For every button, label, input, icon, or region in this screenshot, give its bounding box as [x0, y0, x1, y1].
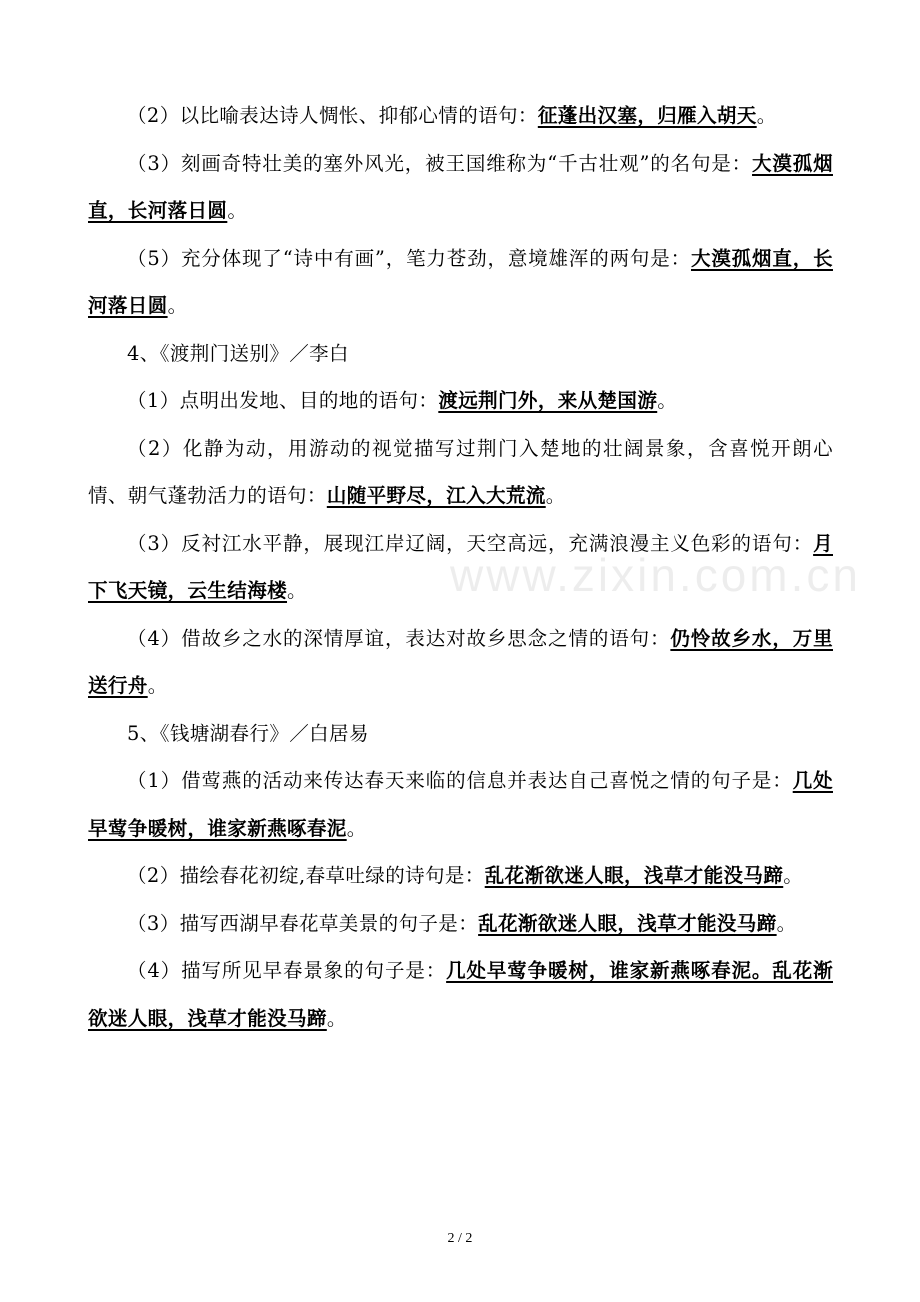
paragraph: （2）以比喻表达诗人惆怅、抑郁心情的语句：征蓬出汉塞，归雁入胡天。	[127, 104, 777, 127]
answer-text: 大漠孤烟直，长河落日圆	[88, 246, 833, 317]
document-body	[88, 92, 833, 1042]
answer-text: 月下飞天镜，云生结海楼	[88, 531, 833, 602]
paragraph: （1）点明出发地、目的地的语句：渡远荆门外，来从楚国游。	[127, 389, 678, 412]
paragraph: （4）借故乡之水的深情厚谊，表达对故乡思念之情的语句：仍怜故乡水，万里送行舟。	[88, 626, 833, 697]
paragraph: （5）充分体现了“诗中有画”，笔力苍劲，意境雄浑的两句是：大漠孤烟直，长河落日圆。	[88, 246, 833, 317]
answer-text: 乱花渐欲迷人眼，浅草才能没马蹄	[478, 911, 777, 935]
paragraph: （2）化静为动，用游动的视觉描写过荆门入楚地的壮阔景象，含喜悦开朗心情、朝气蓬勃活力的语句：山随平野尽，江入大荒流。	[88, 436, 833, 507]
answer-text: 几处早莺争暖树，谁家新燕啄春泥	[88, 769, 833, 840]
answer-text: 大漠孤烟直，长河落日圆	[88, 151, 833, 222]
paragraph: （3）反衬江水平静，展现江岸辽阔，天空高远，充满浪漫主义色彩的语句：月下飞天镜，云生结海楼。	[88, 531, 833, 602]
paragraph: （3）刻画奇特壮美的塞外风光，被王国维称为“千古壮观”的名句是：大漠孤烟直，长河落日圆。	[88, 151, 833, 222]
section-heading: 4、《渡荆门送别》／李白	[127, 341, 349, 365]
section-heading: 5、《钱塘湖春行》／白居易	[127, 721, 369, 745]
page-number: 2 / 2	[447, 1231, 473, 1246]
paragraph: （1）借莺燕的活动来传达春天来临的信息并表达自己喜悦之情的句子是：几处早莺争暖树，谁家新燕啄春泥。	[88, 769, 833, 840]
paragraph: （2）描绘春花初绽,春草吐绿的诗句是：乱花渐欲迷人眼，浅草才能没马蹄。	[127, 864, 804, 887]
answer-text: 几处早莺争暖树，谁家新燕啄春泥。乱花渐欲迷人眼，浅草才能没马蹄	[88, 959, 833, 1030]
answer-text: 征蓬出汉塞，归雁入胡天	[537, 104, 757, 127]
answer-text: 渡远荆门外，来从楚国游	[438, 389, 658, 412]
answer-text: 乱花渐欲迷人眼，浅草才能没马蹄	[484, 864, 784, 887]
paragraph: （3）描写西湖早春花草美景的句子是：乱花渐欲迷人眼，浅草才能没马蹄。	[127, 911, 797, 935]
answer-text: 仍怜故乡水，万里送行舟	[88, 626, 833, 697]
answer-text: 山随平野尽，江入大荒流	[326, 484, 546, 507]
watermark: www.zixin.com.cn	[450, 549, 861, 601]
paragraph: （4）描写所见早春景象的句子是：几处早莺争暖树，谁家新燕啄春泥。乱花渐欲迷人眼，浅草才能没马蹄。	[88, 959, 833, 1030]
